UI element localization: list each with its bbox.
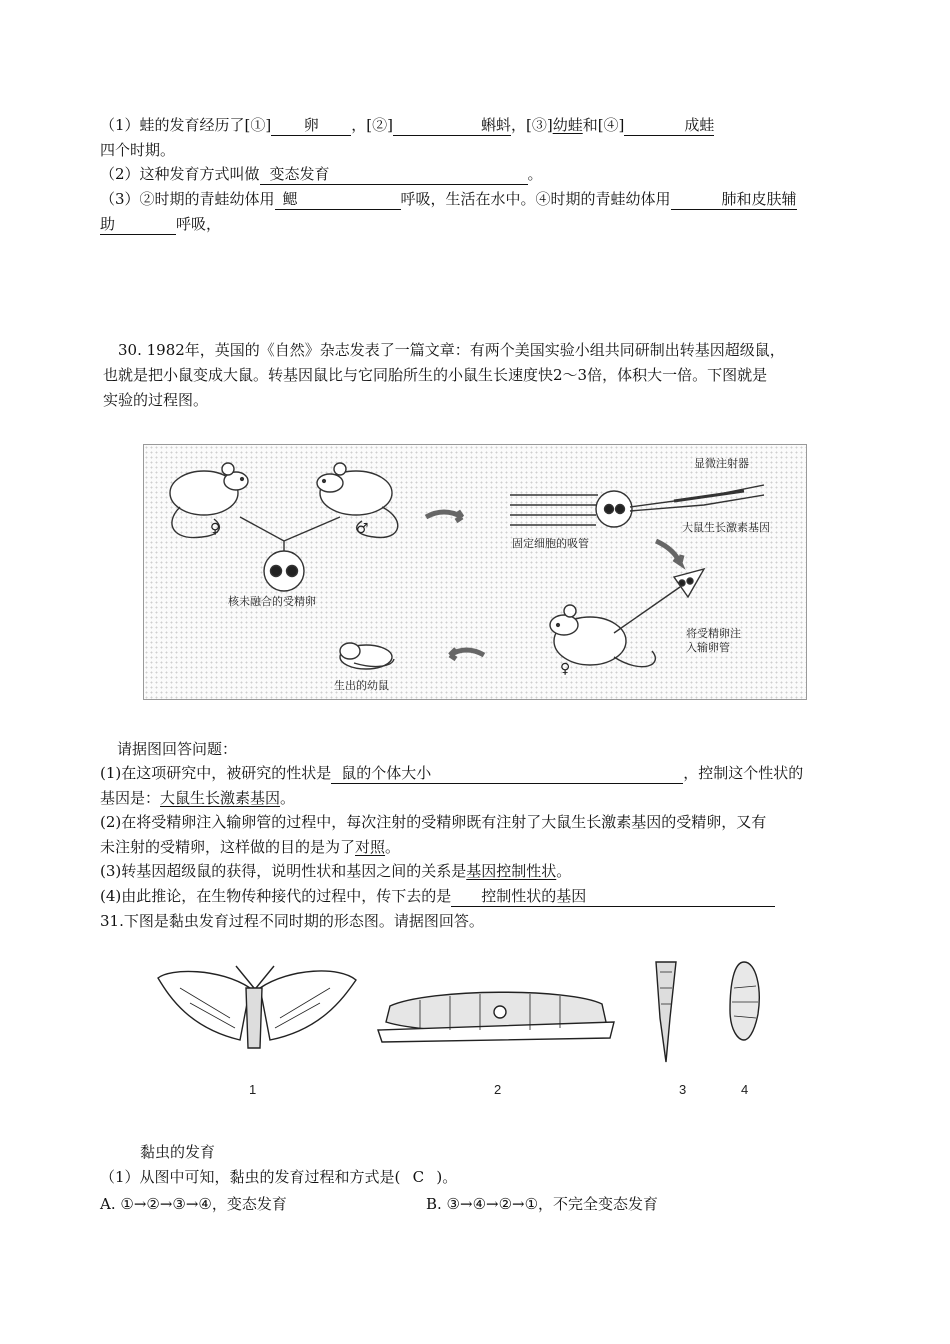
transgenic-mouse-figure (143, 444, 807, 700)
q30-answer-1b: 基因是：大鼠生长激素基因。 (100, 789, 296, 807)
q30-intro: 请据图回答问题： (117, 740, 238, 758)
pipette-label: 固定细胞的吸管 (512, 537, 589, 550)
q30-answer-3: (3)转基因超级鼠的获得，说明性状和基因之间的关系是基因控制性状。 (100, 862, 572, 880)
larva-icon (378, 992, 614, 1042)
surrogate-mouse-icon (550, 569, 704, 667)
baby-mice-icon (340, 643, 394, 669)
q30-answer-1: (1)在这项研究中，被研究的性状是 鼠的个体大小 ，控制这个性状的 (100, 764, 804, 782)
stage-label-1: 1 (249, 1082, 257, 1097)
female-symbol: ♀ (210, 521, 221, 537)
stage-label-4: 4 (741, 1082, 749, 1097)
female-mouse-icon (170, 463, 248, 538)
q30-answer-2: (2)在将受精卵注入输卵管的过程中，每次注射的受精卵既有注射了大鼠生长激素基因的受精卵，又有 (100, 813, 767, 831)
q31-caption: 黏虫的发育 (140, 1143, 216, 1161)
stage-label-2: 2 (494, 1082, 502, 1097)
male-symbol: ♂ (356, 521, 369, 537)
pupa-icon (730, 962, 759, 1040)
q29-line-2: 四个时期。 (100, 141, 176, 159)
female-symbol-2: ♀ (560, 661, 571, 677)
armyworm-stages-figure (150, 958, 790, 1068)
q29-line-3: （2）这种发育方式叫做 变态发育 。 (100, 165, 543, 183)
q29-line-5: 助 呼吸， (100, 215, 222, 233)
option-a: A. ①→②→③→④，变态发育 (100, 1195, 287, 1213)
q29-line-1: （1）蛙的发育经历了[①] 卵 ，[②] 蝌蚪，[③]幼蛙和[④] 成蛙 (100, 116, 715, 134)
q30-answer-2b: 未注射的受精卵，这样做的目的是为了对照。 (100, 838, 401, 856)
moth-icon (158, 966, 356, 1048)
q30-paragraph-line-2: 也就是把小鼠变成大鼠。转基因鼠比与它同胎所生的小鼠生长速度快2～3倍，体积大一倍。下图就是 (103, 366, 768, 384)
q30-paragraph-line-3: 实验的过程图。 (103, 391, 209, 409)
q31-title: 31.下图是黏虫发育过程不同时期的形态图。请据图回答。 (100, 912, 484, 930)
transgenic-mouse-diagram (144, 445, 806, 699)
q29-line-4: （3）②时期的青蛙幼体用 鳃 呼吸，生活在水中。④时期的青蛙幼体用 肺和皮肤辅 (100, 190, 797, 208)
fused-egg-label: 核未融合的受精卵 (228, 595, 316, 608)
baby-label: 生出的幼鼠 (334, 679, 389, 692)
q31-question-1: （1）从图中可知，黏虫的发育过程和方式是( C )。 (100, 1168, 458, 1186)
fertilized-egg-icon (264, 551, 304, 591)
option-b: B. ③→④→②→①，不完全变态发育 (426, 1195, 659, 1213)
inject-label-2: 入输卵管 (686, 641, 730, 654)
stage-label-3: 3 (679, 1082, 687, 1097)
gene-label: 大鼠生长激素基因 (682, 521, 770, 534)
inject-label-1: 将受精卵注 (686, 627, 741, 640)
micro-injector-label: 显微注射器 (694, 457, 749, 470)
q30-paragraph-line-1: 30. 1982年，英国的《自然》杂志发表了一篇文章：有两个美国实验小组共同研制出转基因超级鼠， (118, 341, 785, 359)
egg-cluster-icon (656, 962, 676, 1062)
q30-answer-4: (4)由此推论，在生物传种接代的过程中，传下去的是 控制性状的基因 (100, 885, 775, 907)
